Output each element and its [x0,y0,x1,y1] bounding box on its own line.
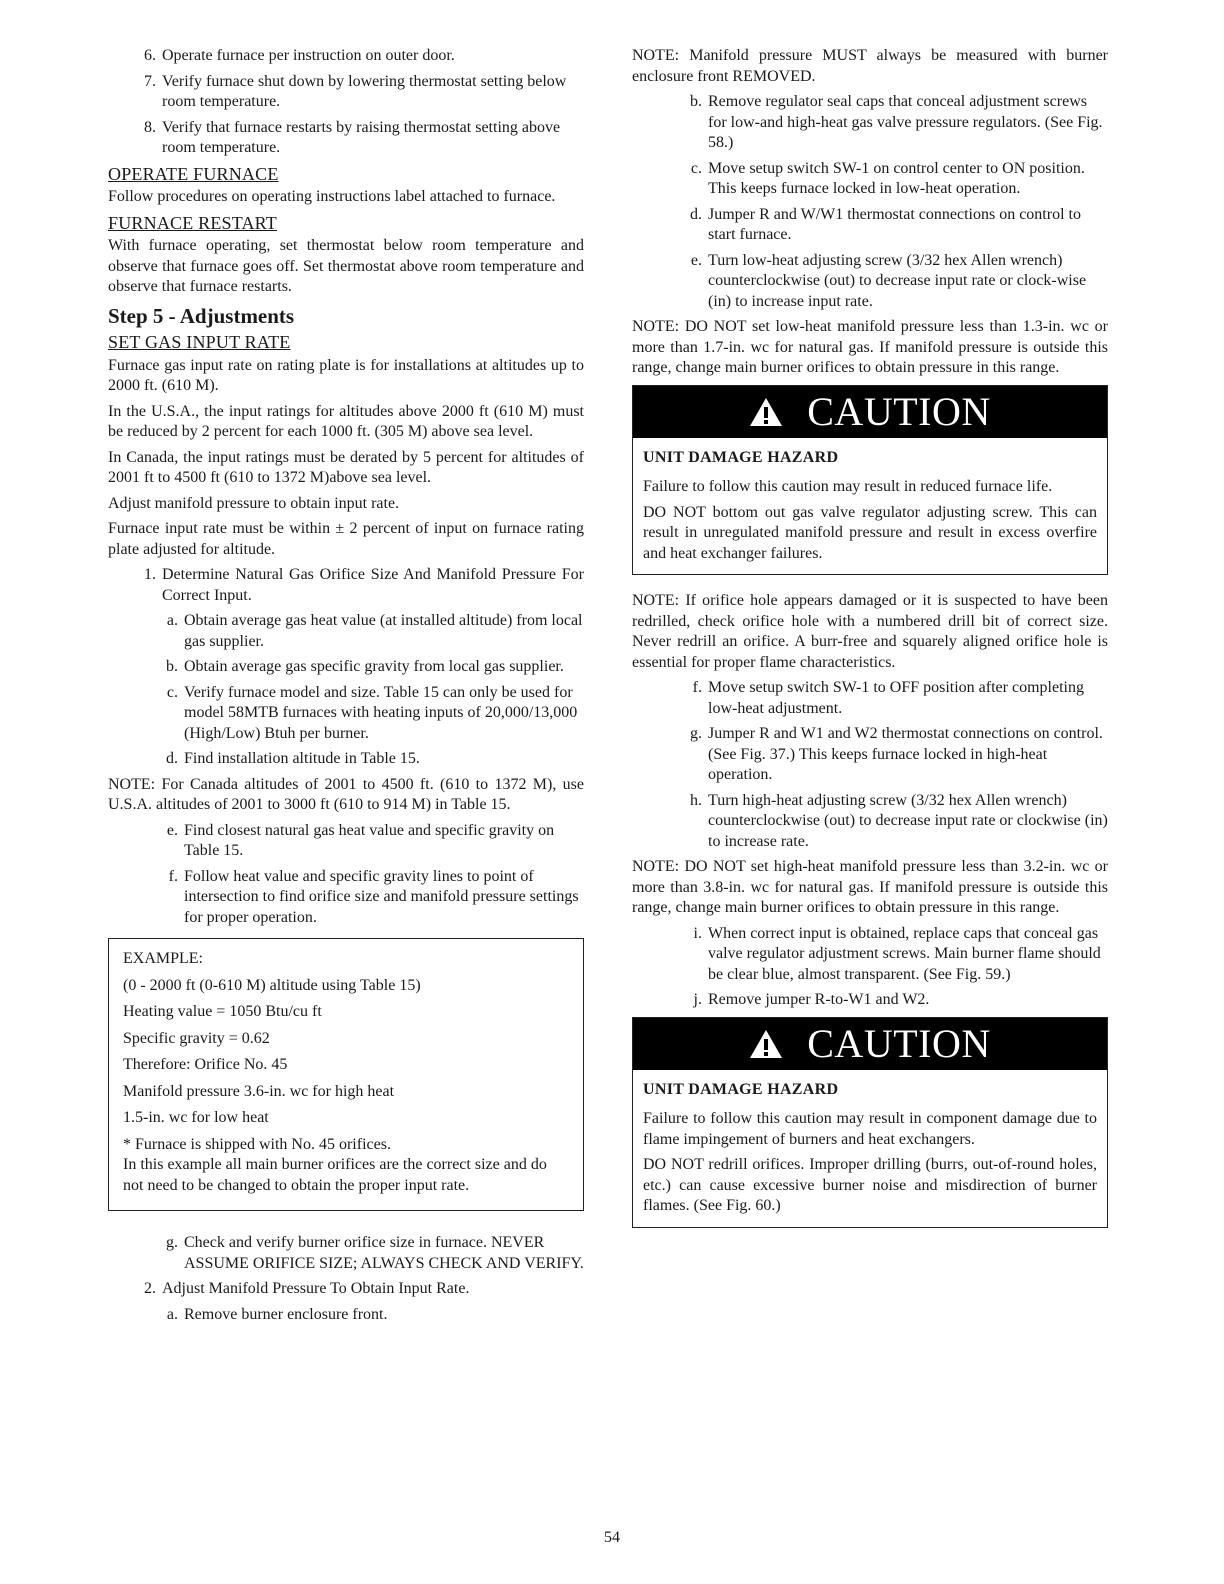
note-manifold: NOTE: Manifold pressure MUST always be measured with burner enclosure front REMOVED. [632,47,1109,85]
page-number: 54 [604,1529,620,1546]
caution-title: UNIT DAMAGE HAZARD [643,1080,839,1098]
example-line: Therefore: Orifice No. 45 [123,1056,288,1073]
list-item: c. Verify furnace model and size. Table 15 can only be used for model 58MTB furnaces with heating inputs of 20,000/13,000 (High/Low) Btuh per burner. [166,683,578,742]
list-item: d. Find installation altitude in Table 15. [166,750,420,767]
list-item: 6. Operate furnace per instruction on outer door. [144,47,455,64]
list-item: d. Jumper R and W/W1 thermostat connections on control to start furnace. [690,205,1081,243]
caution-text: Failure to follow this caution may result in reduced furnace life. [643,478,1053,495]
warning-triangle-icon [749,1029,783,1059]
list-item: e. Turn low-heat adjusting screw (3/32 hex Allen wrench) counterclockwise (out) to decrease input rate or clock-wise (in) to increase input rate. [690,251,1087,310]
note-canada: NOTE: For Canada altitudes of 2001 to 4500 ft. (610 to 1372 M), use U.S.A. altitudes of 2001 to 3000 ft (610 to 914 M) in Table 15. [108,775,584,813]
paragraph: In Canada, the input ratings must be derated by 5 percent for altitudes of 2001 ft to 4500 ft (610 to 1372 M)above sea level. [108,448,584,486]
caution-banner: CAUTION [633,1018,1107,1070]
list-item: g. Check and verify burner orifice size in furnace. NEVER ASSUME ORIFICE SIZE; ALWAYS CHECK AND VERIFY. [166,1234,584,1272]
list-item: b. Remove regulator seal caps that conceal adjustment screws for low-and high-heat gas valve pressure regulators. (See Fig. 58.) [690,93,1103,151]
caution-text: DO NOT redrill orifices. Improper drilling (burrs, out-of-round holes, etc.) can cause excessive burner noise and misdirection of burner flames. (See Fig. 60.) [643,1156,1097,1214]
example-line: EXAMPLE: [123,950,203,967]
operate-furnace-heading: OPERATE FURNACE [108,163,279,184]
caution-banner: CAUTION [633,386,1107,438]
caution-title: UNIT DAMAGE HAZARD [643,448,839,466]
list-item: f. Move setup switch SW-1 to OFF position after completing low-heat adjustment. [692,679,1084,717]
list-item: h. Turn high-heat adjusting screw (3/32 hex Allen wrench) counterclockwise (out) to decrease input rate or clockwise (in) to increase rate. [690,791,1108,850]
example-box [108,938,584,1211]
warning-triangle-icon [749,397,783,427]
paragraph: Furnace input rate must be within ± 2 percent of input on furnace rating plate adjusted for altitude. [108,520,584,558]
operate-furnace-text: Follow procedures on operating instructions label attached to furnace. [108,188,556,205]
paragraph: Adjust manifold pressure to obtain input rate. [108,494,400,512]
list-item: c. Move setup switch SW-1 on control center to ON position. This keeps furnace locked in low-heat operation. [690,159,1085,197]
list-item: 2. Adjust Manifold Pressure To Obtain Input Rate. [144,1280,470,1297]
example-line: Heating value = 1050 Btu/cu ft [123,1003,322,1020]
furnace-restart-text: With furnace operating, set thermostat below room temperature and observe that furnace goes off. Set thermostat above room temperature and observe that furnace restarts. [108,237,584,295]
list-item: j. Remove jumper R-to-W1 and W2. [693,991,930,1008]
caution-text: Failure to follow this caution may result in component damage due to flame impingement of burners and heat exchangers. [643,1110,1097,1148]
note-orifice: NOTE: If orifice hole appears damaged or it is suspected to have been redrilled, check orifice hole with a numbered drill bit of correct size. Never redrill an orifice. A burr-free and squarely aligned orifice hole is essential for proper flame characteristics. [632,592,1108,671]
list-item: a. Remove burner enclosure front. [166,1305,388,1323]
caution-box [632,385,1108,576]
left-column [108,46,584,1330]
example-line: 1.5-in. wc for low heat [123,1109,269,1126]
list-item: f. Follow heat value and specific gravity lines to point of intersection to find orifice size and manifold pressure settings for proper operation. [168,867,579,926]
note-high-heat: NOTE: DO NOT set high-heat manifold pressure less than 3.2-in. wc or more than 3.8-in. wc for natural gas. If manifold pressure is outside this range, change main burner orifices to obtain pressure in this range. [632,858,1108,916]
example-line: * Furnace is shipped with No. 45 orifices. [123,1135,391,1153]
example-line: Manifold pressure 3.6-in. wc for high heat [123,1082,395,1100]
step-heading: Step 5 - Adjustments [108,303,295,328]
list-item: 7. Verify furnace shut down by lowering thermostat setting below room temperature. [144,72,567,110]
list-item: a. Obtain average gas heat value (at installed altitude) from local gas supplier. [166,612,583,650]
list-item: g. Jumper R and W1 and W2 thermostat connections on control. (See Fig. 37.) This keeps furnace locked in high-heat operation. [690,725,1103,783]
furnace-restart-heading: FURNACE RESTART [108,212,277,233]
paragraph: In the U.S.A., the input ratings for altitudes above 2000 ft (610 M) must be reduced by 2 percent for each 1000 ft. (305 M) above sea level. [108,402,584,440]
caution-text: DO NOT bottom out gas valve regulator adjusting screw. This can result in unregulated manifold pressure and result in excess overfire and heat exchanger failures. [643,503,1097,562]
example-line: In this example all main burner orifices are the correct size and do not need to be changed to obtain the proper input rate. [123,1156,547,1194]
paragraph: Furnace gas input rate on rating plate is for installations at altitudes up to 2000 ft. (610 M). [108,356,584,394]
list-item: 1. Determine Natural Gas Orifice Size And Manifold Pressure For Correct Input. [144,566,584,604]
caution-box [632,1017,1108,1228]
list-item: b. Obtain average gas specific gravity from local gas supplier. [166,658,564,675]
right-column [632,46,1108,1244]
example-line: (0 - 2000 ft (0-610 M) altitude using Table 15) [123,976,421,994]
note-low-heat: NOTE: DO NOT set low-heat manifold pressure less than 1.3-in. wc or more than 1.7-in. wc for natural gas. If manifold pressure is outside this range, change main burner orifices to obtain pressure in this range. [632,318,1108,376]
example-line: Specific gravity = 0.62 [123,1029,270,1047]
list-item: 8. Verify that furnace restarts by raising thermostat setting above room temperature. [144,118,561,156]
list-item: i. When correct input is obtained, replace caps that conceal gas valve regulator adjustment screws. Main burner flame should be clear blue, almost transparent. (See Fig. 59.) [693,924,1101,983]
gas-input-heading: SET GAS INPUT RATE [108,332,291,352]
list-item: e. Find closest natural gas heat value and specific gravity on Table 15. [166,821,555,859]
